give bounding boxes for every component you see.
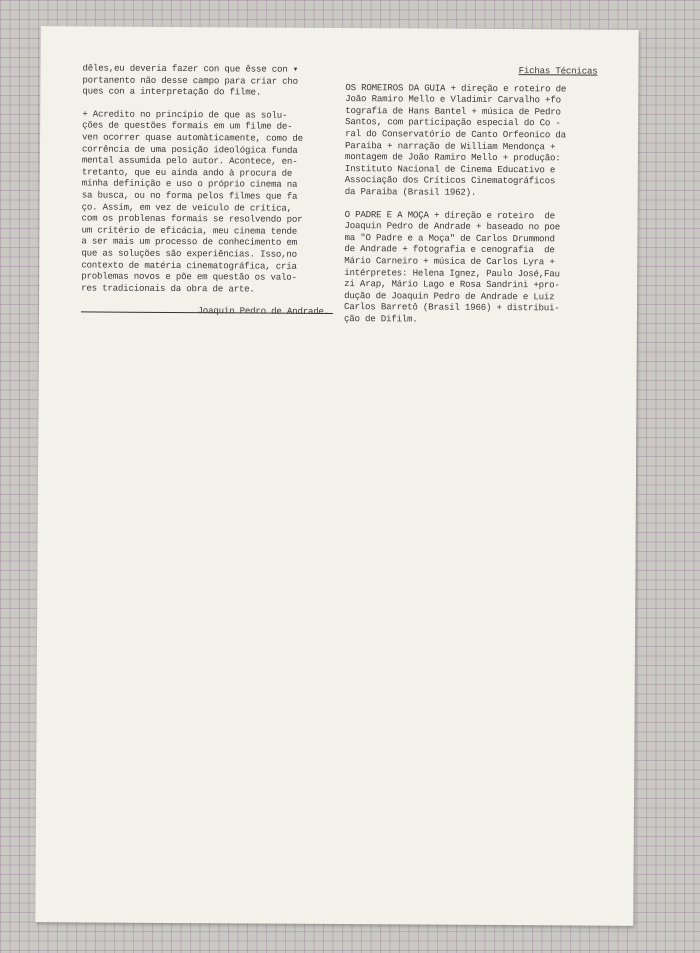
text-line: tretanto, que eu ainda ando à procura de bbox=[81, 166, 293, 179]
text-line: ço. Assim, em vez de veículo de crítica, bbox=[81, 200, 292, 214]
text-line: Associação dos Críticos Cinematográficos bbox=[344, 174, 556, 187]
text-line: Santos, com participação especial do Co - bbox=[345, 116, 561, 129]
text-line: ção de Difilm. bbox=[343, 312, 418, 325]
text-line: Paraiba + narração de William Mendonça + bbox=[344, 139, 556, 152]
text-line: zi Arap, Mário Lago e Rosa Sandrini +pro- bbox=[344, 278, 560, 291]
text-line: da Paraiba (Brasil 1962). bbox=[344, 185, 477, 198]
text-line: ral do Conservatório de Canto Orfeonico da bbox=[345, 128, 566, 141]
text-line: corrência de uma posição ideológica funda bbox=[81, 142, 298, 156]
typed-page bbox=[35, 26, 638, 926]
text-line: ven ocorrer quase automàticamente, como de bbox=[82, 131, 303, 144]
section-heading: Fichas Técnicas bbox=[518, 65, 598, 77]
text-line: problemas novos e põe em questão os valo- bbox=[81, 270, 297, 283]
text-line: um critério de eficácia, meu cinema tende bbox=[81, 224, 298, 237]
text-line: ques con a interpretação do filme. bbox=[82, 85, 262, 98]
text-line: mental assumida pelo autor. Acontece, en- bbox=[81, 154, 298, 167]
text-line: João Ramiro Mello e Vladimir Carvalho +fo bbox=[345, 93, 561, 106]
text-line: res tradicionais da obra de arte. bbox=[81, 282, 255, 295]
text-line: intérpretes: Helena Ignez, Paulo José,Fau bbox=[344, 266, 560, 279]
text-line: com os problenas formais se resolvendo por bbox=[81, 212, 303, 225]
left-column bbox=[81, 62, 333, 317]
text-line: contexto de matéria cinematográfica, cria bbox=[81, 258, 297, 272]
text-line: Mário Carneiro + música de Carlos Lyra + bbox=[344, 254, 555, 268]
text-line: Joaquin Pedro de Andrade + baseado no poe bbox=[344, 220, 561, 233]
text-line: sa busca, ou no forma pelos filmes que fa bbox=[81, 189, 298, 202]
text-line: dução de Joaquin Pedro de Andrade e Luiz bbox=[344, 289, 555, 303]
text-line: minha definição e uso o próprio cinema na bbox=[81, 177, 298, 191]
text-line: ções de questões formais em um filme de- bbox=[82, 119, 293, 133]
text-line: Instituto Nacional de Cinema Educativo e bbox=[344, 162, 556, 176]
text-line: OS ROMEIROS DA GUIA + direção e roteiro de bbox=[345, 81, 567, 94]
text-line: Carlos Barretô (Brasil 1966) + distribui- bbox=[343, 301, 560, 314]
text-line: portanento não desse campo para criar cho bbox=[82, 74, 298, 87]
text-line: montagem de João Ramiro Mello + produção: bbox=[344, 151, 561, 164]
text-line: ma "O Padre e a Moça" de Carlos Drummond bbox=[344, 231, 555, 245]
text-line: que as soluções são experiências. Isso,no bbox=[81, 247, 297, 260]
text-line: + Acredito no princípio de que as solu- bbox=[82, 108, 288, 121]
author-signature: Joaquin Pedro de Andrade. bbox=[197, 305, 330, 318]
text-line: de Andrade + fotografia e cenografia de bbox=[344, 243, 555, 256]
text-line: a ser mais um processo de conhecimento em bbox=[81, 235, 298, 249]
text-line: O PADRE E A MOÇA + direção e roteiro de bbox=[344, 208, 555, 221]
right-column bbox=[344, 64, 616, 326]
text-line: dêles,eu deveria fazer con que êsse con ▾ bbox=[82, 62, 299, 75]
text-line: tografia de Hans Bantel + música de Pedro bbox=[345, 104, 561, 118]
